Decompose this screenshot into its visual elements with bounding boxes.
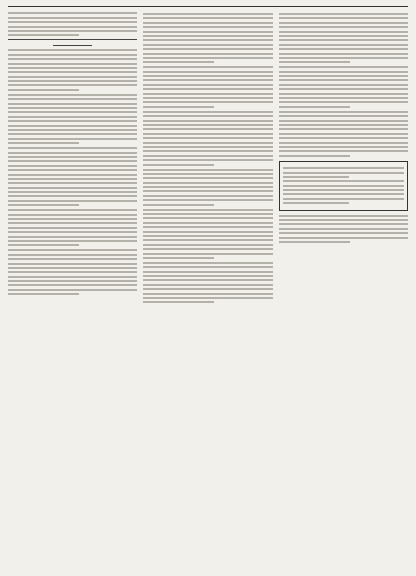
text-line	[8, 165, 137, 167]
text-line	[143, 101, 272, 103]
text-line	[279, 57, 408, 59]
text-line	[279, 26, 408, 28]
text-line	[8, 169, 137, 171]
text-line	[143, 253, 272, 255]
text-line	[8, 200, 137, 202]
text-line	[8, 120, 137, 122]
text-line	[143, 111, 272, 113]
article-body	[143, 209, 272, 259]
text-line	[8, 80, 137, 82]
text-line	[143, 137, 272, 139]
text-line	[283, 172, 404, 174]
text-line	[143, 164, 214, 166]
text-line	[143, 190, 272, 192]
text-line	[8, 49, 137, 51]
text-line	[143, 146, 272, 148]
text-line	[279, 232, 408, 234]
text-line	[143, 169, 272, 171]
text-line	[279, 142, 408, 144]
text-line	[143, 235, 272, 237]
text-line	[143, 288, 272, 290]
text-line	[8, 152, 137, 154]
text-line	[143, 124, 272, 126]
text-line	[8, 276, 137, 278]
article-body	[8, 209, 137, 246]
text-line	[143, 204, 214, 206]
text-line	[279, 44, 408, 46]
text-line	[143, 53, 272, 55]
text-line	[143, 35, 272, 37]
column-right	[279, 10, 408, 558]
text-line	[8, 133, 137, 135]
text-line	[143, 79, 272, 81]
text-line	[8, 21, 137, 23]
text-line	[279, 22, 408, 24]
article-body	[143, 262, 272, 304]
text-line	[143, 271, 272, 273]
text-line	[279, 215, 408, 217]
text-line	[8, 174, 137, 176]
text-line	[283, 176, 350, 178]
text-line	[279, 66, 408, 68]
column-left	[8, 10, 137, 558]
text-line	[279, 93, 408, 95]
text-line	[8, 258, 137, 260]
text-line	[143, 226, 272, 228]
page-header	[8, 4, 408, 7]
text-line	[143, 173, 272, 175]
text-line	[279, 79, 408, 81]
text-line	[143, 71, 272, 73]
article-body	[143, 66, 272, 108]
text-line	[8, 54, 137, 56]
text-line	[8, 12, 137, 14]
text-line	[279, 31, 408, 33]
text-line	[8, 254, 137, 256]
text-line	[279, 17, 408, 19]
text-line	[279, 223, 408, 225]
text-line	[143, 22, 272, 24]
text-line	[279, 155, 350, 157]
text-line	[279, 97, 408, 99]
text-line	[143, 93, 272, 95]
text-line	[279, 111, 408, 113]
text-line	[143, 44, 272, 46]
text-line	[279, 53, 408, 55]
text-line	[279, 128, 408, 130]
text-line	[8, 271, 137, 273]
text-line	[143, 182, 272, 184]
text-line	[143, 142, 272, 144]
text-line	[8, 218, 137, 220]
text-line	[279, 48, 408, 50]
text-line	[8, 293, 79, 295]
article-body	[143, 13, 272, 63]
text-line	[143, 239, 272, 241]
text-line	[8, 160, 137, 162]
text-line	[279, 115, 408, 117]
divider	[53, 45, 92, 46]
text-line	[143, 213, 272, 215]
text-line	[143, 301, 214, 303]
text-line	[8, 26, 137, 28]
column-middle	[143, 10, 272, 558]
text-line	[143, 31, 272, 33]
text-line	[279, 88, 408, 90]
text-line	[143, 231, 272, 233]
text-line	[8, 142, 79, 144]
text-line	[143, 195, 272, 197]
text-line	[279, 84, 408, 86]
text-line	[8, 125, 137, 127]
text-line	[8, 67, 137, 69]
text-line	[279, 237, 408, 239]
text-line	[143, 266, 272, 268]
text-line	[283, 198, 404, 200]
text-line	[283, 193, 404, 195]
text-line	[143, 155, 272, 157]
text-line	[8, 231, 137, 233]
text-line	[279, 101, 408, 103]
text-line	[8, 240, 137, 242]
text-line	[279, 219, 408, 221]
text-line	[8, 204, 79, 206]
article-body	[279, 111, 408, 157]
article-body	[8, 94, 137, 144]
text-line	[143, 186, 272, 188]
text-line	[8, 289, 137, 291]
text-line	[8, 147, 137, 149]
text-line	[8, 116, 137, 118]
text-line	[143, 222, 272, 224]
text-line	[143, 159, 272, 161]
text-line	[279, 120, 408, 122]
text-line	[283, 202, 350, 204]
text-line	[279, 241, 350, 243]
text-line	[8, 191, 137, 193]
text-line	[279, 124, 408, 126]
text-line	[8, 280, 137, 282]
text-line	[8, 209, 137, 211]
text-line	[8, 17, 137, 19]
text-line	[8, 129, 137, 131]
article-body	[143, 111, 272, 166]
article-body	[279, 215, 408, 243]
article-body	[279, 13, 408, 63]
text-line	[8, 195, 137, 197]
text-line	[143, 97, 272, 99]
text-line	[279, 35, 408, 37]
text-line	[143, 88, 272, 90]
text-line	[143, 115, 272, 117]
text-line	[8, 58, 137, 60]
text-line	[143, 279, 272, 281]
text-line	[283, 167, 404, 169]
text-line	[283, 185, 404, 187]
text-line	[143, 275, 272, 277]
text-line	[279, 150, 408, 152]
text-line	[143, 150, 272, 152]
text-line	[8, 98, 137, 100]
text-line	[279, 61, 350, 63]
text-line	[8, 284, 137, 286]
text-line	[8, 71, 137, 73]
text-line	[143, 106, 214, 108]
text-line	[143, 39, 272, 41]
text-line	[143, 262, 272, 264]
text-line	[143, 199, 272, 201]
text-line	[8, 156, 137, 158]
text-line	[143, 297, 272, 299]
text-line	[143, 61, 214, 63]
text-line	[8, 222, 137, 224]
text-line	[279, 137, 408, 139]
text-line	[143, 209, 272, 211]
text-line	[279, 106, 350, 108]
notice-box	[279, 161, 408, 211]
text-line	[8, 227, 137, 229]
text-line	[143, 84, 272, 86]
article-body	[8, 147, 137, 206]
text-line	[8, 182, 137, 184]
text-line	[143, 26, 272, 28]
text-line	[143, 120, 272, 122]
text-line	[143, 257, 214, 259]
text-line	[143, 244, 272, 246]
divider	[8, 39, 137, 40]
text-line	[143, 293, 272, 295]
text-line	[283, 180, 404, 182]
text-line	[8, 30, 137, 32]
text-line	[143, 57, 272, 59]
text-line	[143, 133, 272, 135]
text-line	[283, 189, 404, 191]
text-line	[8, 187, 137, 189]
text-line	[143, 284, 272, 286]
text-line	[143, 248, 272, 250]
text-line	[143, 13, 272, 15]
text-line	[279, 71, 408, 73]
text-line	[8, 214, 137, 216]
article-body	[8, 49, 137, 91]
text-line	[8, 111, 137, 113]
text-line	[8, 244, 79, 246]
text-line	[143, 17, 272, 19]
text-line	[8, 94, 137, 96]
text-line	[8, 76, 137, 78]
article-body	[143, 169, 272, 206]
text-line	[8, 103, 137, 105]
text-line	[279, 75, 408, 77]
text-line	[8, 84, 137, 86]
text-columns	[8, 10, 408, 558]
text-line	[279, 13, 408, 15]
text-line	[279, 133, 408, 135]
text-line	[279, 146, 408, 148]
text-line	[8, 267, 137, 269]
text-line	[8, 178, 137, 180]
text-line	[143, 128, 272, 130]
text-line	[143, 66, 272, 68]
text-line	[143, 75, 272, 77]
text-line	[8, 63, 137, 65]
text-line	[8, 138, 137, 140]
text-line	[8, 107, 137, 109]
text-line	[143, 177, 272, 179]
text-line	[143, 217, 272, 219]
text-line	[143, 48, 272, 50]
text-line	[8, 34, 79, 36]
text-line	[279, 39, 408, 41]
text-line	[8, 249, 137, 251]
text-line	[279, 228, 408, 230]
text-line	[8, 263, 137, 265]
text-line	[8, 89, 79, 91]
article-body	[279, 66, 408, 108]
article-body	[8, 12, 137, 36]
article-body	[8, 249, 137, 295]
text-line	[8, 236, 137, 238]
